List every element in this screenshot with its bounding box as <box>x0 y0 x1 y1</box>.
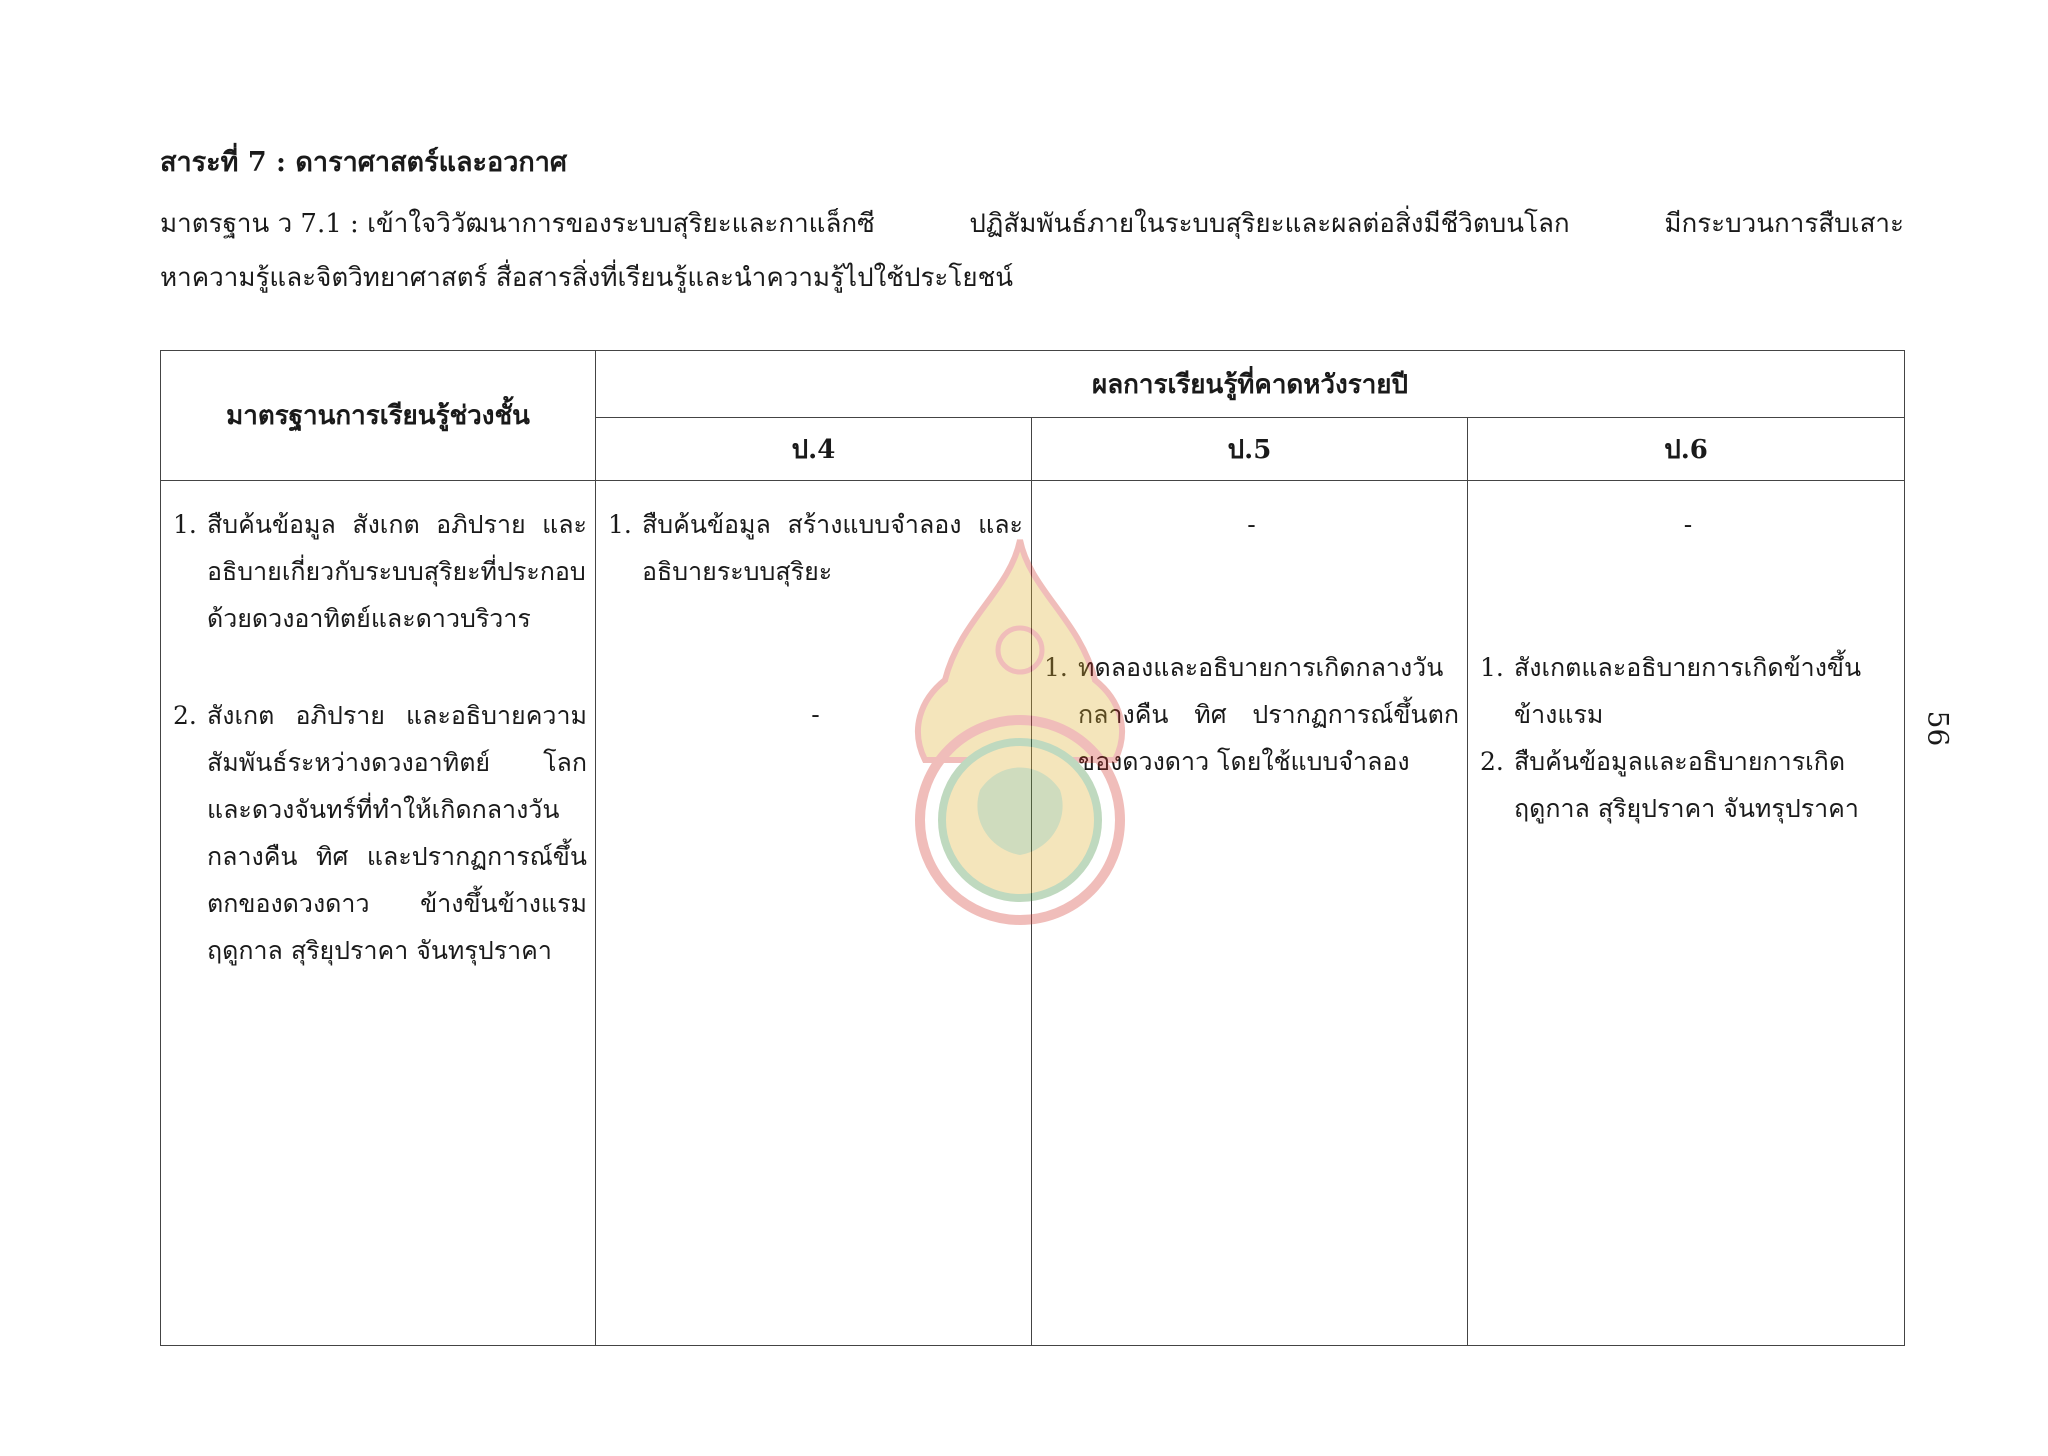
standard-statement <box>160 197 1904 305</box>
p4-item-1-text: สืบค้นข้อมูล สร้างแบบจำลอง และอธิบายระบบสุริยะ <box>642 510 1023 586</box>
p5-item-1 <box>1044 644 1459 785</box>
p4-item-1-number: 1. <box>608 510 632 539</box>
p6-item-1-text: สังเกตและอธิบายการเกิดข้างขึ้นข้างแรม <box>1514 653 1862 729</box>
header-grade-6: ป.6 <box>1468 418 1905 481</box>
standard-item-1 <box>173 501 587 642</box>
cell-grade-4 <box>596 481 1032 1346</box>
p6-item-2-text: สืบค้นข้อมูลและอธิบายการเกิดฤดูกาล สุริยุปราคา จันทรุปราคา <box>1514 747 1859 823</box>
standard-line-1-part-1: มาตรฐาน ว 7.1 : เข้าใจวิวัฒนาการของระบบสุริยะและกาแล็กซี <box>160 209 875 239</box>
p5-item-1-text: ทดลองและอธิบายการเกิดกลางวันกลางคืน ทิศ ปรากฏการณ์ขึ้นตกของดวงดาว โดยใช้แบบจำลอง <box>1078 653 1459 776</box>
p5-item-1-number: 1. <box>1044 653 1068 682</box>
page-number: 56 <box>1921 710 1955 747</box>
cell-standards <box>161 481 596 1346</box>
p6-item-2-number: 2. <box>1480 747 1504 776</box>
subject-title: สาระที่ 7 : ดาราศาสตร์และอวกาศ <box>160 147 568 178</box>
standard-item-1-text: สืบค้นข้อมูล สังเกต อภิปราย และอธิบายเกี่ยวกับระบบสุริยะที่ประกอบด้วยดวงอาทิตย์และดาวบริวาร <box>207 510 587 633</box>
header-grade-5: ป.5 <box>1032 418 1468 481</box>
outcomes-table <box>160 350 1905 1346</box>
p6-dash: - <box>1683 510 1693 539</box>
p6-item-1 <box>1480 644 1896 738</box>
header-expected-outcomes: ผลการเรียนรู้ที่คาดหวังรายปี <box>596 351 1905 418</box>
standard-item-2 <box>173 692 587 974</box>
p4-item-1 <box>608 501 1023 595</box>
cell-grade-5 <box>1032 481 1468 1346</box>
standard-line-1-part-3: มีกระบวนการสืบเสาะ <box>1664 209 1904 239</box>
p6-item-1-number: 1. <box>1480 653 1504 682</box>
p6-item-2 <box>1480 738 1896 832</box>
header-learning-standard: มาตรฐานการเรียนรู้ช่วงชั้น <box>161 351 596 481</box>
standard-line-2: หาความรู้และจิตวิทยาศาสตร์ สื่อสารสิ่งที่เรียนรู้และนำความรู้ไปใช้ประโยชน์ <box>160 263 1014 293</box>
header-grade-4: ป.4 <box>596 418 1032 481</box>
standard-item-1-number: 1. <box>173 510 197 539</box>
standard-item-2-number: 2. <box>173 701 197 730</box>
standard-line-1-part-2: ปฏิสัมพันธ์ภายในระบบสุริยะและผลต่อสิ่งมีชีวิตบนโลก <box>969 209 1570 239</box>
p4-dash: - <box>811 700 820 729</box>
p5-dash: - <box>1247 510 1256 539</box>
standard-line-1 <box>160 197 1904 251</box>
cell-grade-6 <box>1468 481 1905 1346</box>
standard-item-2-text: สังเกต อภิปราย และอธิบายความสัมพันธ์ระหว่างดวงอาทิตย์ โลก และดวงจันทร์ที่ทำให้เกิดกลางวันกลางคืน ทิศ และปรากฏการณ์ขึ้นตกของดวงดาว ข้างขึ้นข้างแรม ฤดูกาล สุริยุปราคา จันทรุปราคา <box>207 701 587 965</box>
